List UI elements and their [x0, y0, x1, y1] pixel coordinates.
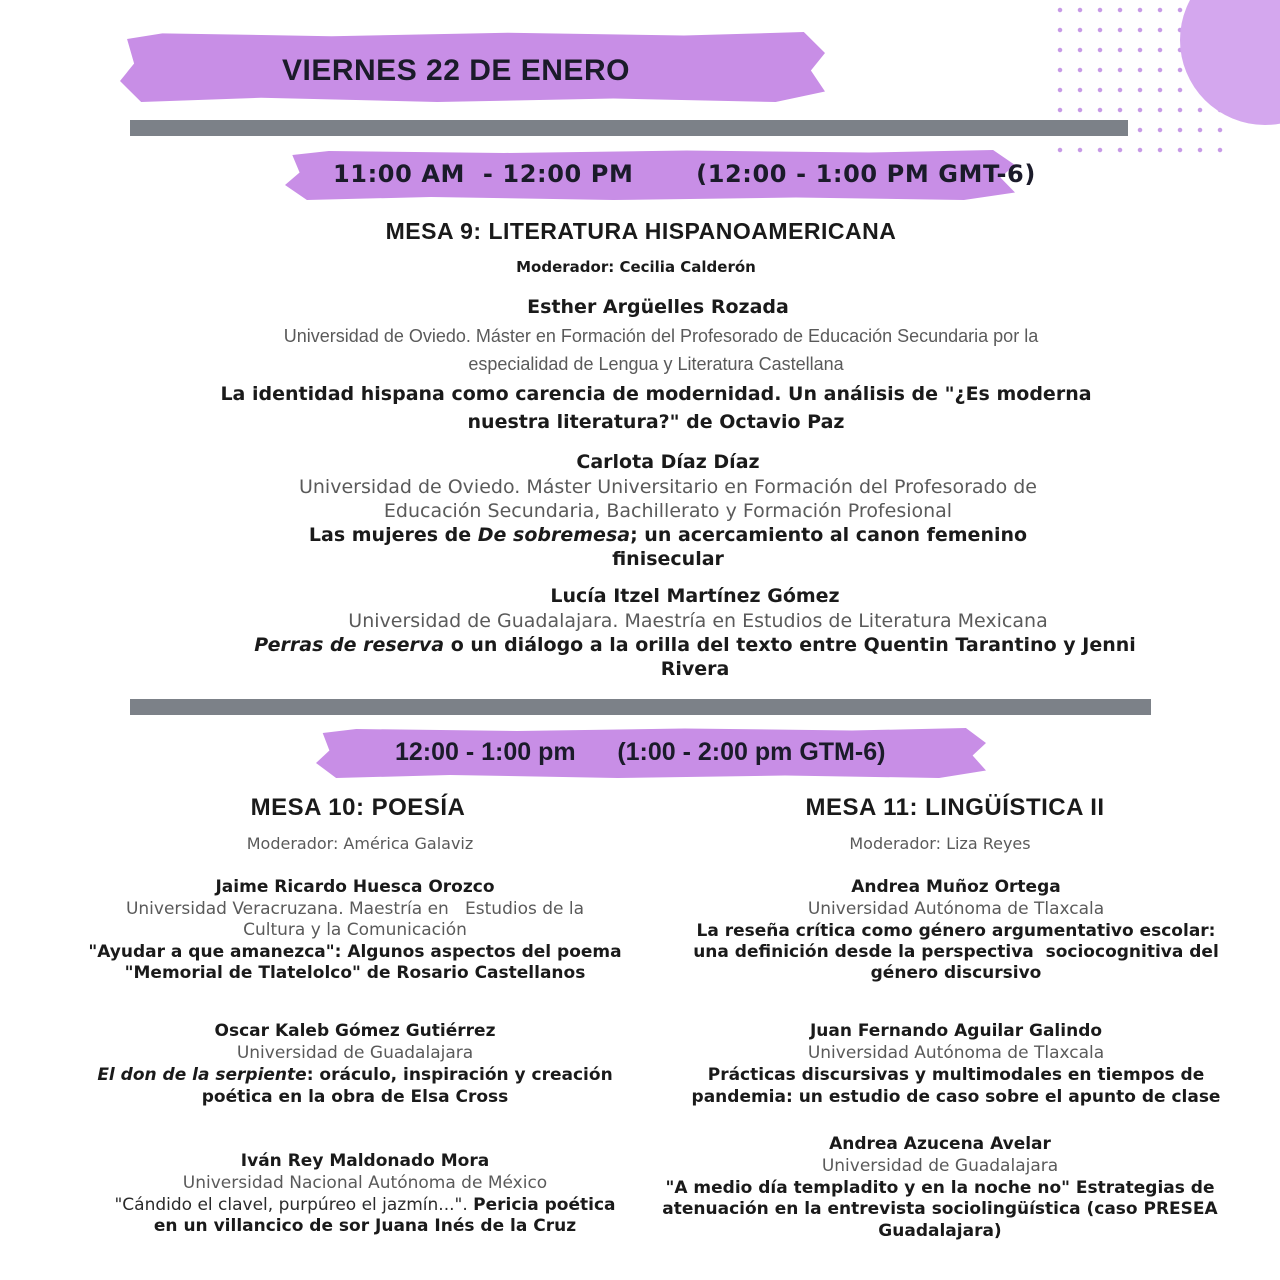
- participant-affiliation: Universidad Nacional Autónoma de México: [182, 1173, 548, 1193]
- paper-title-part: : oráculo, inspiración y creación: [306, 1065, 613, 1085]
- session1-time: 11:00 AM - 12:00 PM (12:00 - 1:00 PM GMT-6): [333, 160, 1036, 188]
- paper-title: [60, 1065, 650, 1085]
- participant-name: Jaime Ricardo Huesca Orozco: [215, 877, 495, 897]
- participant-name: Iván Rey Maldonado Mora: [240, 1151, 490, 1171]
- page-date: VIERNES 22 DE ENERO: [282, 54, 630, 87]
- paper-title-part: o un diálogo a la orilla del texto entre Quentin Tarantino y Jenni: [444, 634, 1136, 656]
- paper-title: [0, 634, 1280, 656]
- participant-name: Esther Argüelles Rozada: [527, 296, 789, 318]
- participant-affiliation: Universidad de Guadalajara: [821, 1156, 1059, 1176]
- paper-title: [60, 1195, 670, 1215]
- paper-title: La identidad hispana como carencia de modernidad. Un análisis de "¿Es moderna: [220, 383, 1092, 405]
- participant-name: Oscar Kaleb Gómez Gutiérrez: [214, 1021, 496, 1041]
- session1-title: MESA 9: LITERATURA HISPANOAMERICANA: [385, 218, 897, 244]
- paper-title-part: Las mujeres de: [308, 524, 478, 546]
- paper-title-part: ; un acercamiento al canon femenino: [630, 524, 1028, 546]
- mesa11-title: MESA 11: LINGÜÍSTICA II: [805, 794, 1105, 821]
- session2-time: 12:00 - 1:00 pm (1:00 - 2:00 pm GTM-6): [395, 738, 886, 766]
- paper-title: una definición desde la perspectiva sociocognitiva del: [693, 942, 1219, 962]
- mesa10-moderator: Moderador: América Galaviz: [246, 834, 474, 853]
- participant-affiliation: Universidad de Guadalajara. Maestría en Estudios de Literatura Mexicana: [348, 610, 1048, 632]
- paper-title: Guadalajara): [878, 1221, 1002, 1241]
- participant-name: Juan Fernando Aguilar Galindo: [809, 1021, 1103, 1041]
- paper-title: en un villancico de sor Juana Inés de la Cruz: [153, 1216, 577, 1236]
- paper-title: pandemia: un estudio de caso sobre el apunto de clase: [691, 1087, 1221, 1107]
- participant-affiliation: Universidad de Guadalajara: [236, 1043, 474, 1063]
- paper-title: La reseña crítica como género argumentativo escolar:: [696, 921, 1216, 941]
- participant-affiliation: Universidad Autónoma de Tlaxcala: [807, 899, 1105, 919]
- paper-title-italic: El don de la serpiente: [97, 1065, 307, 1085]
- paper-title: [0, 524, 1280, 546]
- participant-name: Andrea Muñoz Ortega: [851, 877, 1061, 897]
- mesa11-moderator: Moderador: Liza Reyes: [849, 834, 1031, 853]
- paper-title: Prácticas discursivas y multimodales en tiempos de: [707, 1065, 1205, 1085]
- paper-title: finisecular: [612, 548, 724, 570]
- paper-title: "A medio día templadito y en la noche no" Estrategias de: [665, 1178, 1215, 1198]
- participant-name: Carlota Díaz Díaz: [576, 451, 760, 473]
- participant-affiliation: Universidad Autónoma de Tlaxcala: [807, 1043, 1105, 1063]
- participant-affiliation: Universidad de Oviedo. Máster en Formación del Profesorado de Educación Secundaria por la: [283, 326, 1039, 346]
- session1-moderator: Moderador: Cecilia Calderón: [516, 258, 756, 276]
- participant-affiliation: Universidad Veracruzana. Maestría en Estudios de la: [125, 899, 585, 919]
- paper-title: atenuación en la entrevista sociolingüística (caso PRESEA: [662, 1199, 1218, 1219]
- paper-title-part: "Cándido el clavel, purpúreo el jazmín...".: [114, 1195, 474, 1215]
- participant-name: Lucía Itzel Martínez Gómez: [550, 585, 840, 607]
- divider-middle: [130, 699, 1151, 715]
- participant-affiliation: Universidad de Oviedo. Máster Universitario en Formación del Profesorado de: [298, 476, 1037, 498]
- paper-title: "Memorial de Tlatelolco" de Rosario Castellanos: [124, 963, 586, 983]
- participant-affiliation: especialidad de Lengua y Literatura Castellana: [468, 354, 844, 374]
- participant-affiliation: Educación Secundaria, Bachillerato y Formación Profesional: [383, 500, 953, 522]
- participant-affiliation: Cultura y la Comunicación: [243, 920, 467, 940]
- paper-title: poética en la obra de Elsa Cross: [201, 1087, 509, 1107]
- paper-title: Rivera: [660, 658, 730, 680]
- paper-title-part: Pericia poética: [473, 1195, 616, 1215]
- paper-title: "Ayudar a que amanezca": Algunos aspectos del poema: [88, 942, 622, 962]
- paper-title-italic: Perras de reserva: [254, 634, 445, 656]
- mesa10-title: MESA 10: POESÍA: [250, 794, 466, 821]
- participant-name: Andrea Azucena Avelar: [829, 1134, 1051, 1154]
- paper-title: nuestra literatura?" de Octavio Paz: [467, 411, 845, 433]
- paper-title-italic: De sobremesa: [477, 524, 631, 546]
- paper-title: género discursivo: [870, 963, 1042, 983]
- divider-top: [130, 120, 1128, 136]
